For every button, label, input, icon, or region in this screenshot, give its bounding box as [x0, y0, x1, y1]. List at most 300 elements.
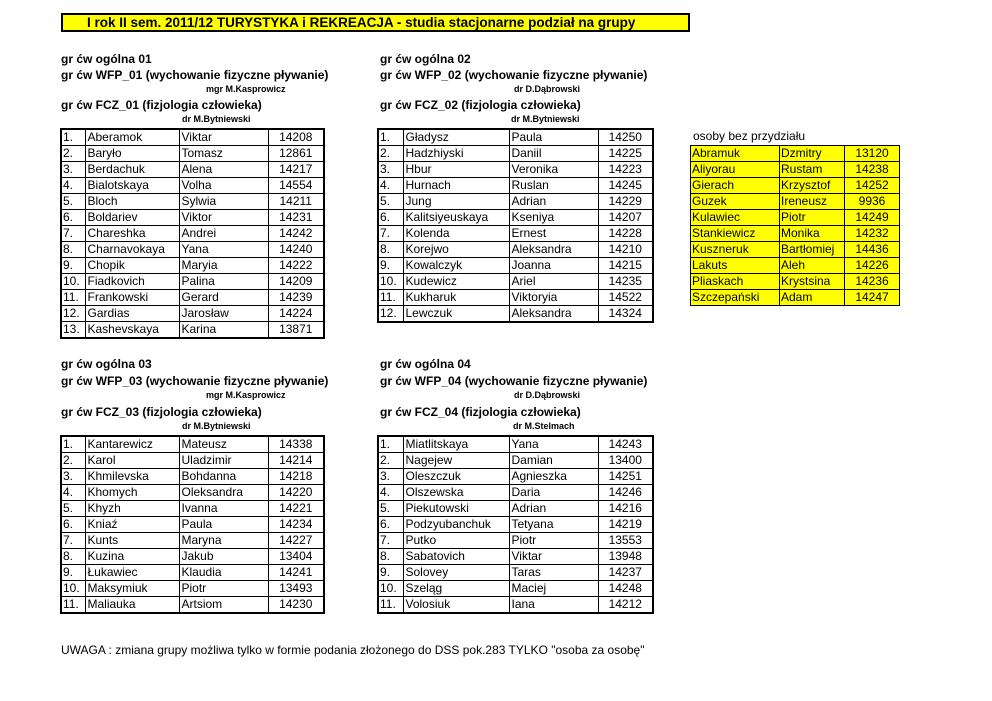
table-row: [61, 517, 324, 533]
student-surname: Miatlitskaya: [403, 436, 509, 453]
row-number: 8.: [378, 242, 403, 258]
student-surname: Oleszczuk: [403, 469, 509, 485]
page-title: I rok II sem. 2011/12 TURYSTYKA i REKREACJA - studia stacjonarne podział na grupy: [61, 13, 690, 32]
student-surname: Lewczuk: [403, 306, 509, 323]
student-id: 14554: [268, 178, 324, 194]
student-firstname: Kseniya: [509, 210, 598, 226]
table-row: [61, 597, 324, 614]
student-surname: Boldariev: [85, 210, 179, 226]
table-row: [378, 210, 653, 226]
fcz-instructor: dr M.Bytniewski: [182, 114, 251, 124]
group-fcz-heading: gr ćw FCZ_04 (fizjologia człowieka): [380, 405, 581, 419]
group-wfp-heading: gr ćw WFP_02 (wychowanie fizyczne pływanie): [380, 68, 648, 82]
student-firstname: Piotr: [780, 210, 845, 226]
student-surname: Aberamok: [85, 129, 179, 146]
table-row: [691, 146, 900, 162]
table-row: [61, 146, 324, 162]
student-id: 14236: [845, 274, 900, 290]
table-row: [691, 210, 900, 226]
student-firstname: Daria: [509, 485, 598, 501]
student-firstname: Alena: [179, 162, 268, 178]
group-title: gr ćw ogólna 04: [380, 357, 471, 371]
student-surname: Hbur: [403, 162, 509, 178]
student-id: 14217: [268, 162, 324, 178]
footer-note: UWAGA : zmiana grupy możliwa tylko w formie podania złożonego do DSS pok.283 TYLKO "osoba za osobę": [61, 643, 645, 657]
row-number: 2.: [61, 453, 85, 469]
row-number: 7.: [61, 226, 85, 242]
student-firstname: Klaudia: [179, 565, 268, 581]
student-surname: Gardias: [85, 306, 179, 322]
student-surname: Szczepański: [691, 290, 780, 306]
group-wfp-heading: gr ćw WFP_04 (wychowanie fizyczne pływanie): [380, 374, 648, 388]
table-row: [691, 242, 900, 258]
row-number: 7.: [378, 226, 403, 242]
student-surname: Maliauka: [85, 597, 179, 614]
student-id: 14219: [598, 517, 653, 533]
table-row: [691, 194, 900, 210]
student-table: [377, 128, 654, 323]
student-firstname: Ireneusz: [780, 194, 845, 210]
student-firstname: Ruslan: [509, 178, 598, 194]
student-id: 13553: [598, 533, 653, 549]
student-table: [377, 435, 654, 614]
student-firstname: Tomasz: [179, 146, 268, 162]
table-row: [378, 501, 653, 517]
student-firstname: Agnieszka: [509, 469, 598, 485]
table-row: [378, 194, 653, 210]
row-number: 6.: [61, 517, 85, 533]
student-firstname: Volha: [179, 178, 268, 194]
student-id: 14218: [268, 469, 324, 485]
student-firstname: Taras: [509, 565, 598, 581]
student-id: 14224: [268, 306, 324, 322]
student-firstname: Maryna: [179, 533, 268, 549]
student-surname: Kuzina: [85, 549, 179, 565]
student-firstname: Viktar: [179, 129, 268, 146]
student-surname: Charnavokaya: [85, 242, 179, 258]
student-firstname: Ivanna: [179, 501, 268, 517]
student-firstname: Viktar: [509, 549, 598, 565]
table-row: [61, 129, 324, 146]
row-number: 2.: [61, 146, 85, 162]
student-firstname: Aleksandra: [509, 306, 598, 323]
student-surname: Stankiewicz: [691, 226, 780, 242]
row-number: 11.: [378, 597, 403, 614]
student-firstname: Viktoryia: [509, 290, 598, 306]
row-number: 4.: [61, 178, 85, 194]
student-firstname: Joanna: [509, 258, 598, 274]
table-row: [378, 129, 653, 146]
student-surname: Jung: [403, 194, 509, 210]
student-id: 14226: [845, 258, 900, 274]
row-number: 5.: [61, 501, 85, 517]
student-id: 14243: [598, 436, 653, 453]
table-row: [61, 178, 324, 194]
row-number: 6.: [61, 210, 85, 226]
student-surname: Baryło: [85, 146, 179, 162]
student-firstname: Yana: [179, 242, 268, 258]
table-row: [61, 274, 324, 290]
student-id: 14247: [845, 290, 900, 306]
table-row: [691, 226, 900, 242]
student-firstname: Paula: [179, 517, 268, 533]
table-row: [61, 485, 324, 501]
student-id: 14242: [268, 226, 324, 242]
table-row: [61, 533, 324, 549]
row-number: 7.: [61, 533, 85, 549]
table-row: [61, 469, 324, 485]
student-id: 14245: [598, 178, 653, 194]
table-row: [61, 226, 324, 242]
student-id: 14251: [598, 469, 653, 485]
fcz-instructor: dr M.Bytniewski: [182, 421, 251, 431]
student-firstname: Adam: [780, 290, 845, 306]
row-number: 11.: [61, 290, 85, 306]
row-number: 9.: [378, 258, 403, 274]
table-row: [691, 290, 900, 306]
student-id: 14230: [268, 597, 324, 614]
row-number: 4.: [378, 485, 403, 501]
table-row: [61, 436, 324, 453]
row-number: 10.: [378, 581, 403, 597]
student-surname: Hadzhiyski: [403, 146, 509, 162]
student-firstname: Oleksandra: [179, 485, 268, 501]
student-firstname: Bohdanna: [179, 469, 268, 485]
group-fcz-heading: gr ćw FCZ_03 (fizjologia człowieka): [61, 405, 262, 419]
row-number: 5.: [378, 501, 403, 517]
student-id: 14220: [268, 485, 324, 501]
table-row: [61, 453, 324, 469]
student-id: 14222: [268, 258, 324, 274]
table-row: [691, 178, 900, 194]
row-number: 3.: [378, 469, 403, 485]
student-firstname: Krystsina: [780, 274, 845, 290]
student-id: 14210: [598, 242, 653, 258]
student-firstname: Iana: [509, 597, 598, 614]
student-firstname: Palina: [179, 274, 268, 290]
student-id: 13948: [598, 549, 653, 565]
student-surname: Aliyorau: [691, 162, 780, 178]
table-row: [378, 162, 653, 178]
table-row: [378, 533, 653, 549]
student-surname: Kniaź: [85, 517, 179, 533]
student-id: 14248: [598, 581, 653, 597]
table-row: [378, 469, 653, 485]
table-row: [378, 258, 653, 274]
row-number: 2.: [378, 146, 403, 162]
student-firstname: Jakub: [179, 549, 268, 565]
row-number: 12.: [378, 306, 403, 323]
student-table: [60, 435, 325, 614]
student-id: 14228: [598, 226, 653, 242]
fcz-instructor: dr M.Stelmach: [513, 421, 575, 431]
student-id: 14249: [845, 210, 900, 226]
student-id: 12861: [268, 146, 324, 162]
table-row: [61, 162, 324, 178]
student-firstname: Monika: [780, 226, 845, 242]
student-firstname: Dzmitry: [780, 146, 845, 162]
student-id: 14207: [598, 210, 653, 226]
student-surname: Solovey: [403, 565, 509, 581]
table-row: [61, 210, 324, 226]
student-surname: Khmilevska: [85, 469, 179, 485]
unassigned-table: [690, 145, 900, 306]
row-number: 5.: [378, 194, 403, 210]
row-number: 6.: [378, 210, 403, 226]
student-surname: Kashevskaya: [85, 322, 179, 339]
student-id: 14227: [268, 533, 324, 549]
student-firstname: Andrei: [179, 226, 268, 242]
student-id: 14214: [268, 453, 324, 469]
student-firstname: Yana: [509, 436, 598, 453]
student-firstname: Viktor: [179, 210, 268, 226]
student-surname: Sabatovich: [403, 549, 509, 565]
student-firstname: Bartłomiej: [780, 242, 845, 258]
table-row: [378, 485, 653, 501]
student-firstname: Maciej: [509, 581, 598, 597]
student-surname: Chopik: [85, 258, 179, 274]
group-wfp-heading: gr ćw WFP_03 (wychowanie fizyczne pływanie): [61, 374, 329, 388]
student-id: 14250: [598, 129, 653, 146]
student-firstname: Daniil: [509, 146, 598, 162]
student-surname: Kulawiec: [691, 210, 780, 226]
student-firstname: Gerard: [179, 290, 268, 306]
student-id: 14212: [598, 597, 653, 614]
row-number: 11.: [61, 597, 85, 614]
table-row: [378, 242, 653, 258]
row-number: 7.: [378, 533, 403, 549]
table-row: [378, 226, 653, 242]
group-title: gr ćw ogólna 03: [61, 357, 152, 371]
row-number: 6.: [378, 517, 403, 533]
student-surname: Kunts: [85, 533, 179, 549]
table-row: [61, 290, 324, 306]
student-surname: Gierach: [691, 178, 780, 194]
student-firstname: Jarosław: [179, 306, 268, 322]
student-id: 14240: [268, 242, 324, 258]
student-firstname: Adrian: [509, 501, 598, 517]
student-surname: Bialotskaya: [85, 178, 179, 194]
student-surname: Łukawiec: [85, 565, 179, 581]
table-row: [378, 306, 653, 323]
table-row: [378, 453, 653, 469]
wfp-instructor: dr D.Dąbrowski: [514, 84, 581, 94]
student-firstname: Adrian: [509, 194, 598, 210]
table-row: [61, 322, 324, 339]
row-number: 11.: [378, 290, 403, 306]
row-number: 1.: [61, 129, 85, 146]
row-number: 3.: [61, 469, 85, 485]
student-id: 13404: [268, 549, 324, 565]
student-surname: Khomych: [85, 485, 179, 501]
student-surname: Chareshka: [85, 226, 179, 242]
table-row: [378, 146, 653, 162]
row-number: 3.: [61, 162, 85, 178]
student-firstname: Veronika: [509, 162, 598, 178]
table-row: [378, 290, 653, 306]
student-id: 14239: [268, 290, 324, 306]
student-firstname: Piotr: [509, 533, 598, 549]
student-firstname: Krzysztof: [780, 178, 845, 194]
student-surname: Karol: [85, 453, 179, 469]
student-id: 14246: [598, 485, 653, 501]
table-row: [61, 194, 324, 210]
student-surname: Kalitsiyeuskaya: [403, 210, 509, 226]
table-row: [378, 178, 653, 194]
group-fcz-heading: gr ćw FCZ_02 (fizjologia człowieka): [380, 98, 581, 112]
student-id: 14522: [598, 290, 653, 306]
row-number: 8.: [61, 242, 85, 258]
table-row: [378, 549, 653, 565]
table-row: [61, 581, 324, 597]
student-surname: Kukharuk: [403, 290, 509, 306]
student-id: 14235: [598, 274, 653, 290]
row-number: 12.: [61, 306, 85, 322]
student-firstname: Damian: [509, 453, 598, 469]
student-surname: Frankowski: [85, 290, 179, 306]
group-fcz-heading: gr ćw FCZ_01 (fizjologia człowieka): [61, 98, 262, 112]
student-surname: Bloch: [85, 194, 179, 210]
student-id: 14338: [268, 436, 324, 453]
student-surname: Kowalczyk: [403, 258, 509, 274]
row-number: 5.: [61, 194, 85, 210]
student-id: 14436: [845, 242, 900, 258]
student-id: 14225: [598, 146, 653, 162]
student-surname: Szeląg: [403, 581, 509, 597]
unassigned-caption: osoby bez przydziału: [693, 129, 806, 143]
student-id: 14209: [268, 274, 324, 290]
student-id: 14232: [845, 226, 900, 242]
student-id: 14231: [268, 210, 324, 226]
table-row: [378, 565, 653, 581]
table-row: [691, 162, 900, 178]
table-row: [61, 549, 324, 565]
student-surname: Berdachuk: [85, 162, 179, 178]
table-row: [378, 581, 653, 597]
student-id: 9936: [845, 194, 900, 210]
student-id: 14215: [598, 258, 653, 274]
student-surname: Olszewska: [403, 485, 509, 501]
student-surname: Abramuk: [691, 146, 780, 162]
student-id: 13493: [268, 581, 324, 597]
table-row: [691, 258, 900, 274]
student-surname: Hurnach: [403, 178, 509, 194]
row-number: 10.: [61, 274, 85, 290]
table-row: [378, 274, 653, 290]
student-id: 14221: [268, 501, 324, 517]
table-row: [61, 242, 324, 258]
student-surname: Guzek: [691, 194, 780, 210]
student-surname: Maksymiuk: [85, 581, 179, 597]
student-surname: Kuszneruk: [691, 242, 780, 258]
table-row: [61, 306, 324, 322]
group-title: gr ćw ogólna 01: [61, 52, 152, 66]
student-surname: Podzyubanchuk: [403, 517, 509, 533]
wfp-instructor: mgr M.Kasprowicz: [206, 390, 286, 400]
table-row: [61, 501, 324, 517]
student-surname: Putko: [403, 533, 509, 549]
fcz-instructor: dr M.Bytniewski: [511, 114, 580, 124]
row-number: 13.: [61, 322, 85, 339]
student-surname: Pliaskach: [691, 274, 780, 290]
student-firstname: Karina: [179, 322, 268, 339]
student-surname: Kantarewicz: [85, 436, 179, 453]
student-id: 13400: [598, 453, 653, 469]
group-wfp-heading: gr ćw WFP_01 (wychowanie fizyczne pływanie): [61, 68, 329, 82]
row-number: 1.: [378, 129, 403, 146]
row-number: 1.: [378, 436, 403, 453]
student-id: 14237: [598, 565, 653, 581]
table-row: [378, 436, 653, 453]
student-id: 14238: [845, 162, 900, 178]
student-id: 14216: [598, 501, 653, 517]
group-title: gr ćw ogólna 02: [380, 52, 471, 66]
student-surname: Piekutowski: [403, 501, 509, 517]
student-id: 13120: [845, 146, 900, 162]
student-firstname: Artsiom: [179, 597, 268, 614]
student-surname: Fiadkovich: [85, 274, 179, 290]
wfp-instructor: dr D.Dąbrowski: [514, 390, 581, 400]
wfp-instructor: mgr M.Kasprowicz: [206, 84, 286, 94]
student-surname: Lakuts: [691, 258, 780, 274]
student-firstname: Uladzimir: [179, 453, 268, 469]
student-surname: Khyzh: [85, 501, 179, 517]
row-number: 9.: [61, 258, 85, 274]
table-row: [378, 597, 653, 614]
table-row: [378, 517, 653, 533]
row-number: 4.: [61, 485, 85, 501]
student-firstname: Sylwia: [179, 194, 268, 210]
row-number: 1.: [61, 436, 85, 453]
row-number: 8.: [378, 549, 403, 565]
student-id: 14229: [598, 194, 653, 210]
row-number: 2.: [378, 453, 403, 469]
student-firstname: Aleksandra: [509, 242, 598, 258]
student-surname: Nagejew: [403, 453, 509, 469]
student-id: 14324: [598, 306, 653, 323]
student-firstname: Tetyana: [509, 517, 598, 533]
student-firstname: Paula: [509, 129, 598, 146]
student-id: 14234: [268, 517, 324, 533]
row-number: 3.: [378, 162, 403, 178]
row-number: 10.: [61, 581, 85, 597]
student-id: 14211: [268, 194, 324, 210]
student-firstname: Rustam: [780, 162, 845, 178]
student-firstname: Mateusz: [179, 436, 268, 453]
row-number: 9.: [378, 565, 403, 581]
table-row: [61, 258, 324, 274]
row-number: 4.: [378, 178, 403, 194]
student-firstname: Piotr: [179, 581, 268, 597]
student-surname: Kolenda: [403, 226, 509, 242]
student-id: 14208: [268, 129, 324, 146]
student-firstname: Aleh: [780, 258, 845, 274]
student-surname: Kudewicz: [403, 274, 509, 290]
student-id: 14223: [598, 162, 653, 178]
student-firstname: Maryia: [179, 258, 268, 274]
student-surname: Korejwo: [403, 242, 509, 258]
row-number: 10.: [378, 274, 403, 290]
student-id: 14252: [845, 178, 900, 194]
student-id: 14241: [268, 565, 324, 581]
student-surname: Gładysz: [403, 129, 509, 146]
table-row: [691, 274, 900, 290]
table-row: [61, 565, 324, 581]
student-firstname: Ernest: [509, 226, 598, 242]
row-number: 8.: [61, 549, 85, 565]
student-firstname: Ariel: [509, 274, 598, 290]
student-id: 13871: [268, 322, 324, 339]
